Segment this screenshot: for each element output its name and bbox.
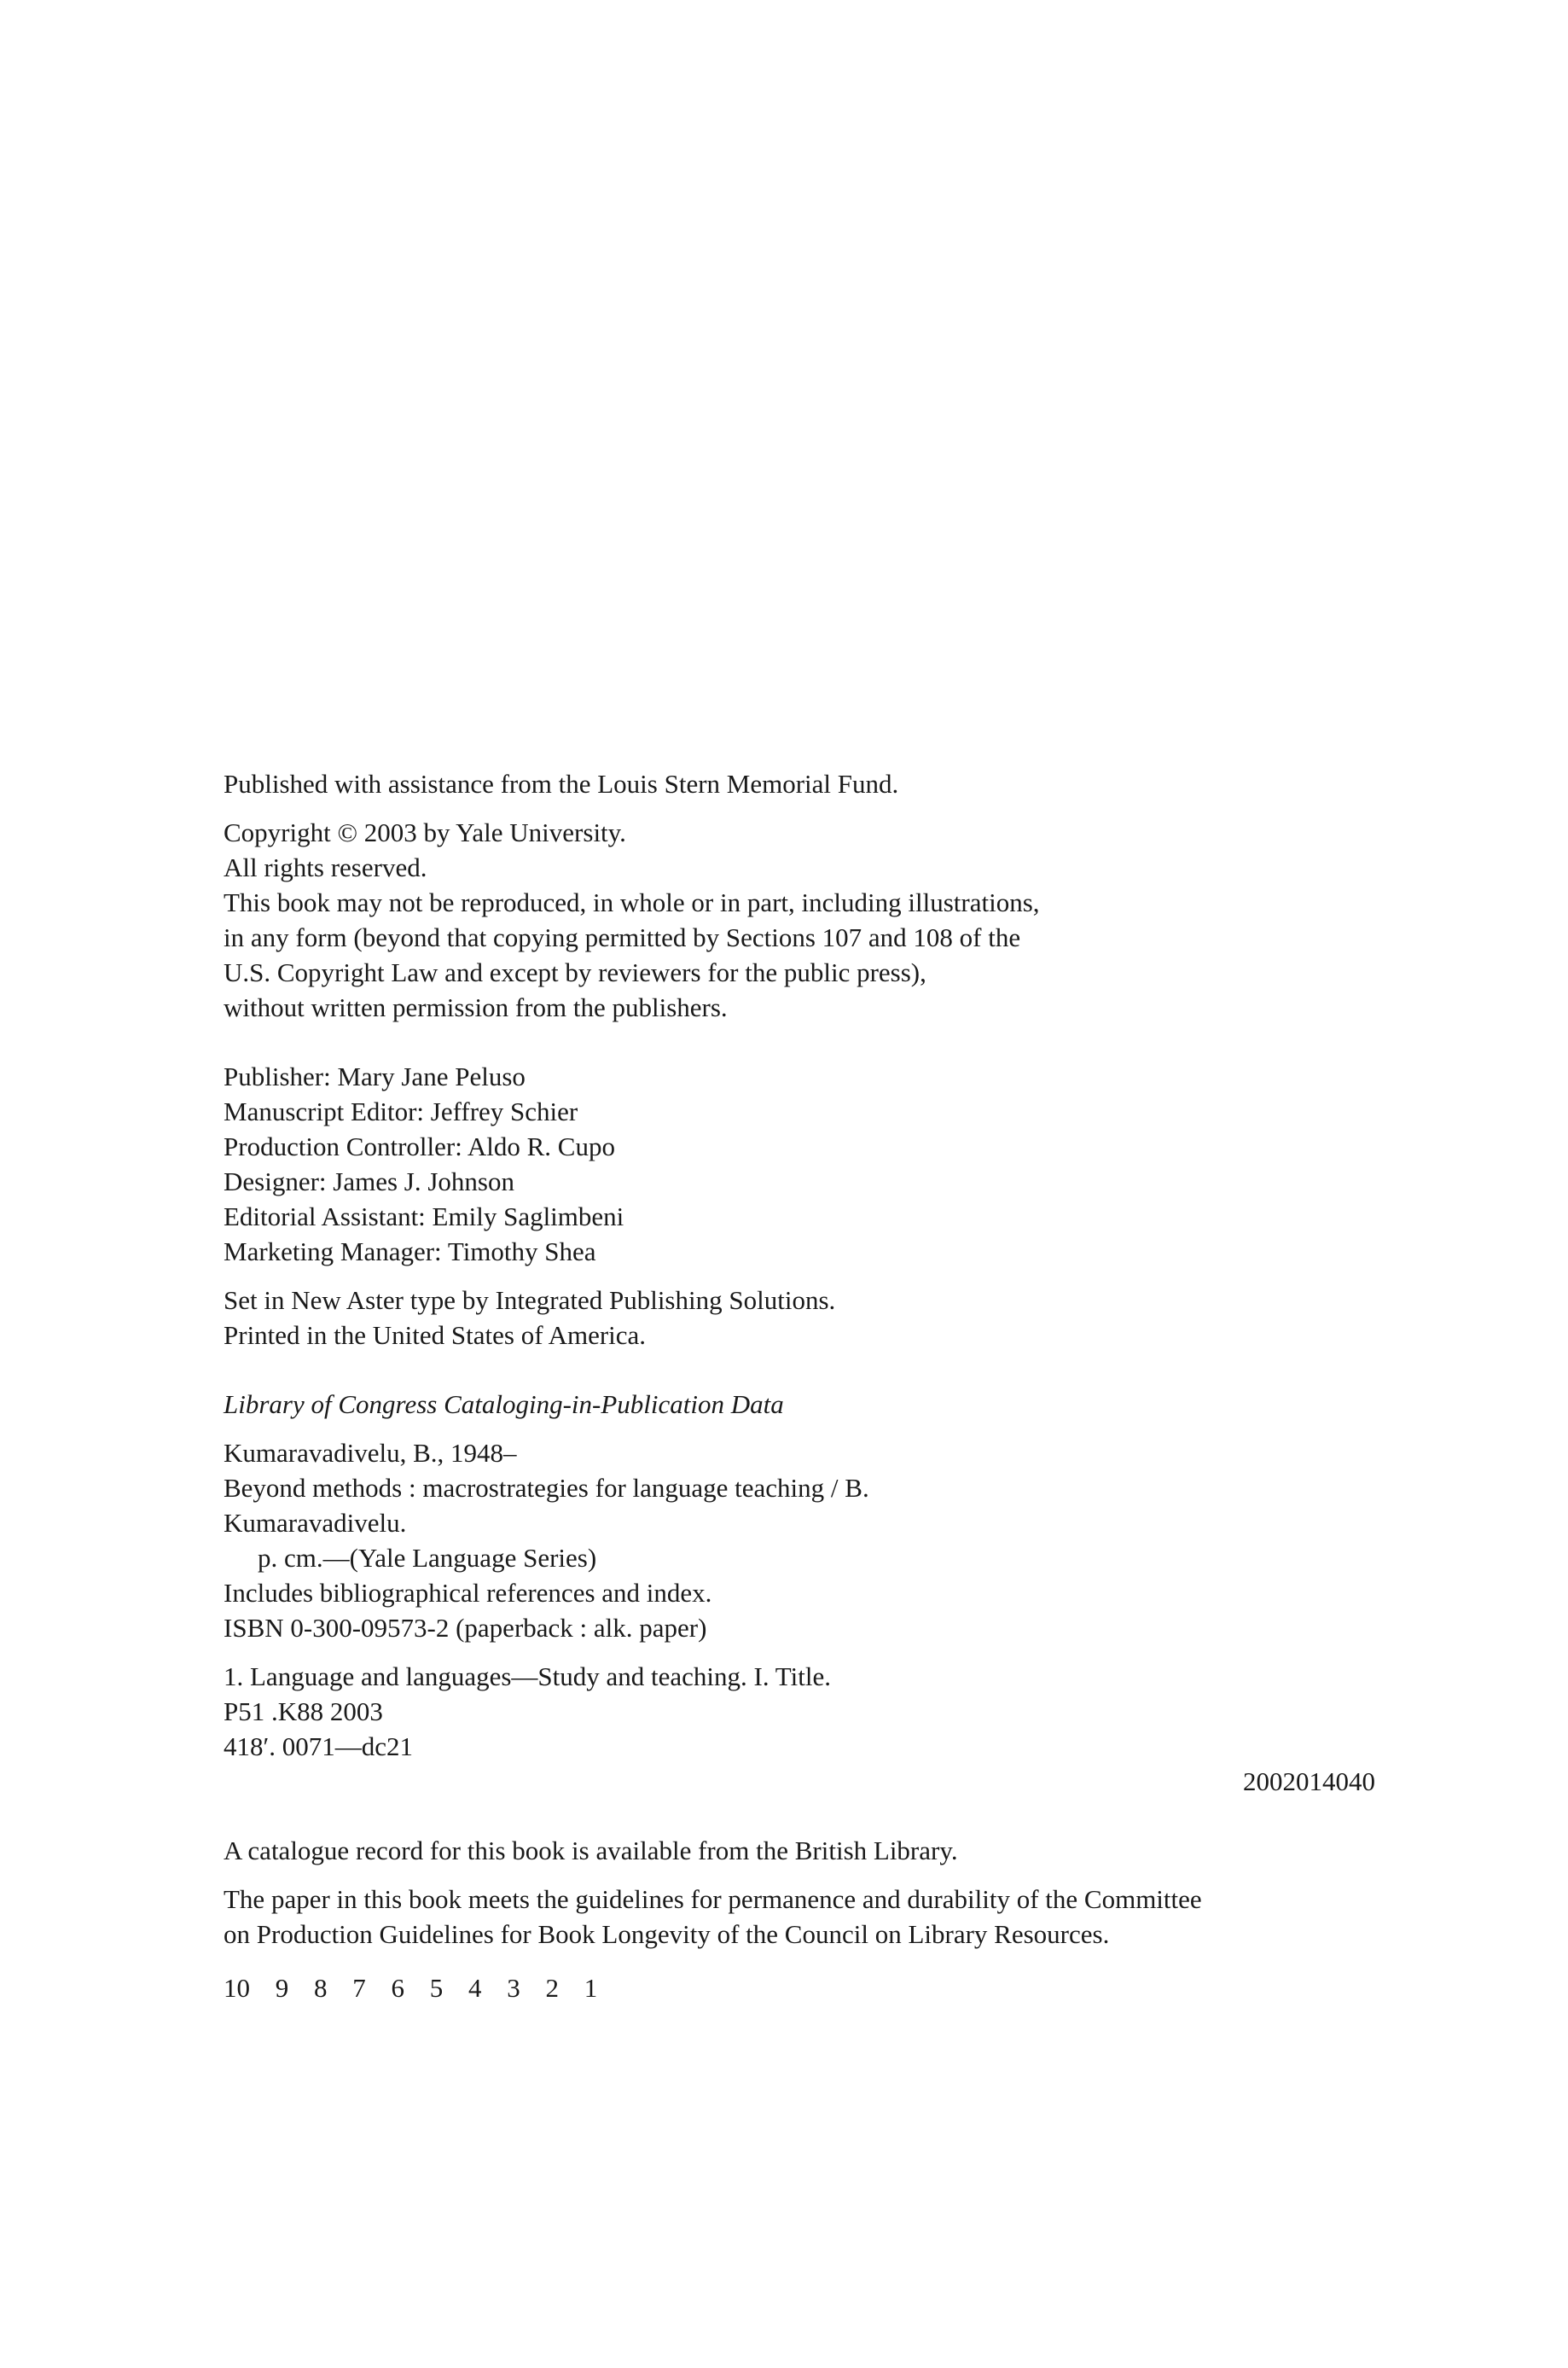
copyright-notice bbox=[224, 815, 1375, 1025]
cip-author: Kumaravadivelu, B., 1948– bbox=[224, 1438, 517, 1468]
funding-note: Published with assistance from the Louis Stern Memorial Fund. bbox=[224, 769, 899, 799]
paper-note-line: on Production Guidelines for Book Longevity of the Council on Library Resources. bbox=[224, 1919, 1110, 1949]
british-library-note: A catalogue record for this book is available from the British Library. bbox=[224, 1836, 958, 1865]
printed-in-line: Printed in the United States of America. bbox=[224, 1320, 647, 1350]
credits-list bbox=[224, 1059, 1375, 1269]
cip-subjects bbox=[224, 1659, 1375, 1799]
reproduction-notice-line: without written permission from the publishers. bbox=[224, 992, 728, 1022]
cip-record bbox=[224, 1435, 1375, 1645]
credit-manuscript-editor: Manuscript Editor: Jeffrey Schier bbox=[224, 1097, 578, 1126]
reproduction-notice-line: in any form (beyond that copying permitted by Sections 107 and 108 of the bbox=[224, 922, 1021, 952]
cip-title: Beyond methods : macrostrategies for language teaching / B. bbox=[224, 1473, 869, 1503]
copyright-page bbox=[224, 766, 1375, 2005]
credit-designer: Designer: James J. Johnson bbox=[224, 1167, 514, 1196]
cip-subject-line: 1. Language and languages—Study and teaching. I. Title. bbox=[224, 1661, 832, 1691]
credit-production-controller: Production Controller: Aldo R. Cupo bbox=[224, 1132, 615, 1161]
credit-editorial-assistant: Editorial Assistant: Emily Saglimbeni bbox=[224, 1201, 624, 1231]
cip-bibliography-note: Includes bibliographical references and index. bbox=[224, 1578, 712, 1608]
paper-note-line: The paper in this book meets the guidelines for permanence and durability of the Committee bbox=[224, 1884, 1202, 1914]
cip-dewey-number: 418′. 0071—dc21 bbox=[224, 1731, 414, 1761]
rights-reserved-line: All rights reserved. bbox=[224, 852, 427, 882]
cip-heading: Library of Congress Cataloging-in-Publication Data bbox=[224, 1389, 784, 1419]
printing-line: 10 9 8 7 6 5 4 3 2 1 bbox=[224, 1973, 598, 2003]
typeset-line: Set in New Aster type by Integrated Publishing Solutions. bbox=[224, 1285, 836, 1315]
cip-control-number: 2002014040 bbox=[1243, 1766, 1375, 1796]
reproduction-notice-line: This book may not be reproduced, in whole or in part, including illustrations, bbox=[224, 887, 1040, 917]
cip-title-continued: Kumaravadivelu. bbox=[224, 1508, 407, 1538]
cip-isbn: ISBN 0-300-09573-2 (paperback : alk. paper) bbox=[224, 1613, 707, 1643]
copyright-line: Copyright © 2003 by Yale University. bbox=[224, 817, 626, 847]
credit-marketing-manager: Marketing Manager: Timothy Shea bbox=[224, 1236, 596, 1266]
production-note bbox=[224, 1283, 1375, 1353]
credit-publisher: Publisher: Mary Jane Peluso bbox=[224, 1062, 526, 1091]
reproduction-notice-line: U.S. Copyright Law and except by reviewers for the public press), bbox=[224, 957, 926, 987]
cip-series: p. cm.—(Yale Language Series) bbox=[258, 1543, 597, 1573]
cip-call-number: P51 .K88 2003 bbox=[224, 1696, 383, 1726]
paper-note bbox=[224, 1882, 1375, 1952]
